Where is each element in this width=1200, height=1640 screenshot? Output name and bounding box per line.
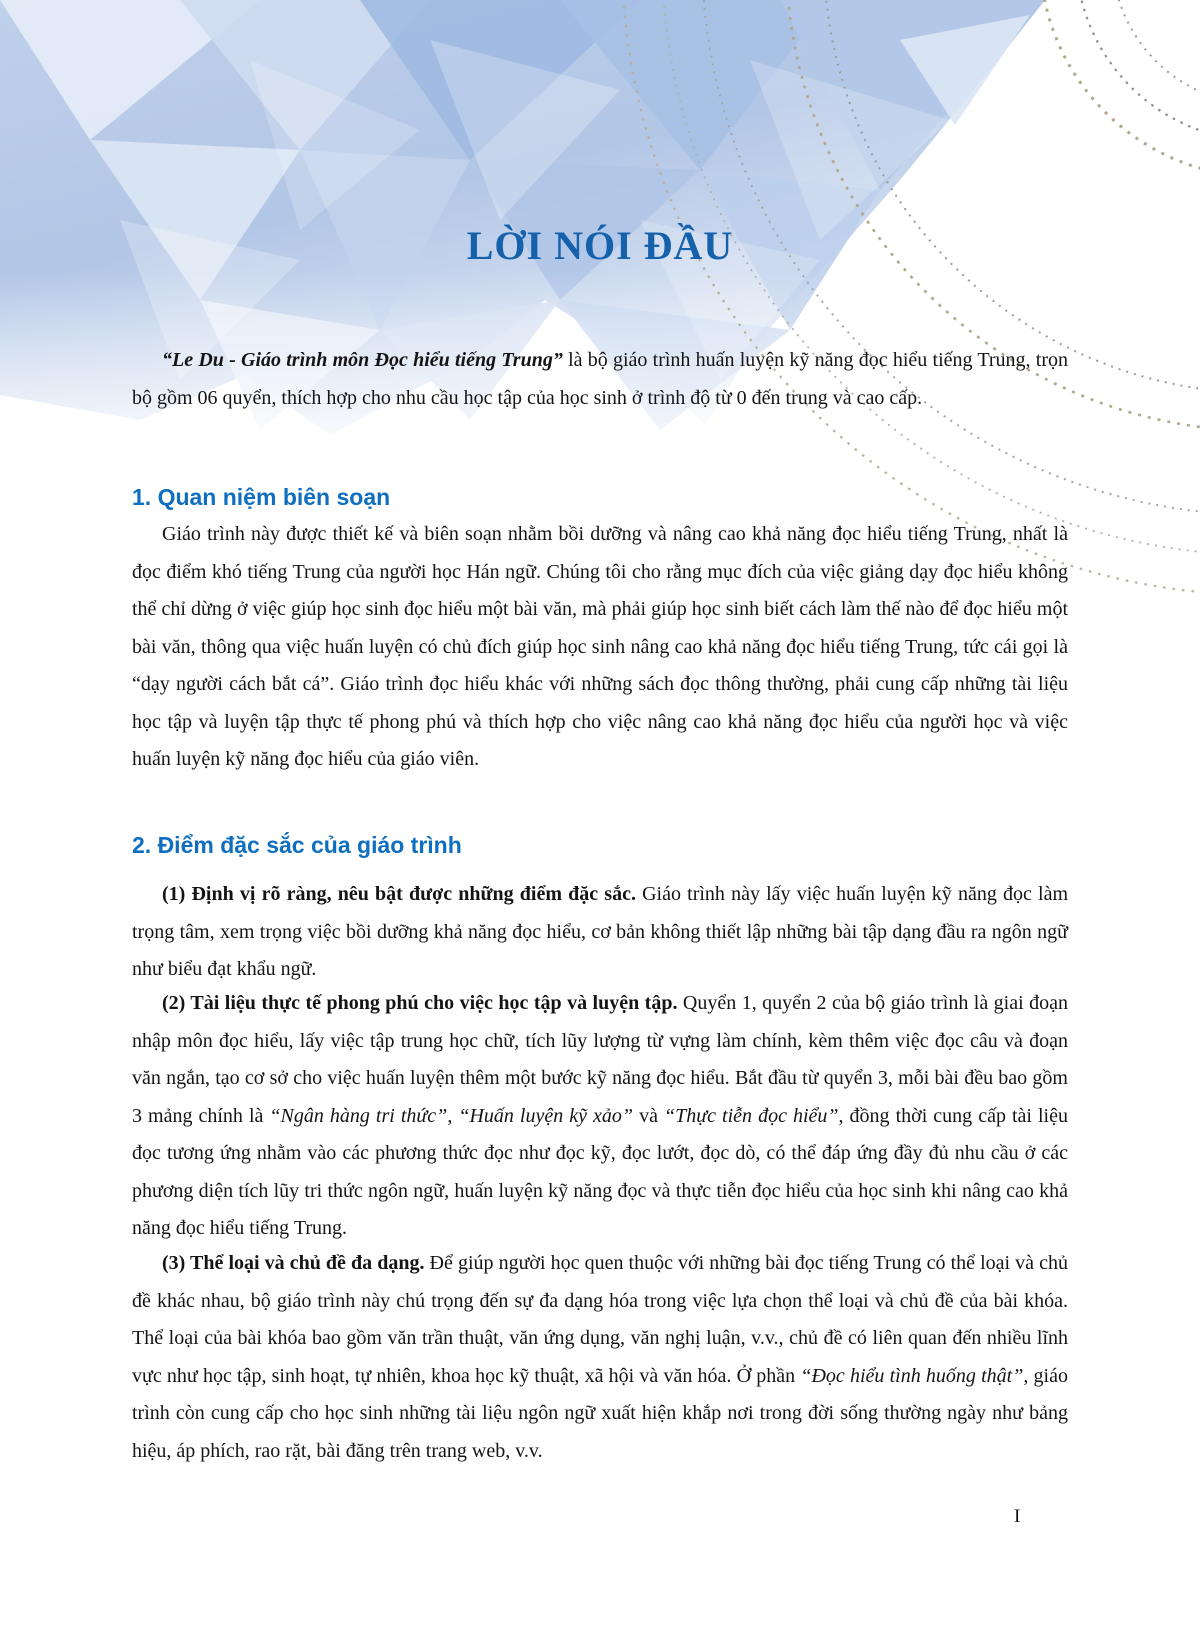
section-heading-1: 1. Quan niệm biên soạn	[132, 484, 391, 510]
section-heading-2: 2. Điểm đặc sắc của giáo trình	[132, 832, 462, 858]
page-title: LỜI NÓI ĐẦU	[466, 223, 734, 268]
section2-paragraph-3: (3) Thể loại và chủ đề đa dạng. Để giúp người học quen thuộc với những bài đọc tiếng Trung có thể loại và chủ đề khác nhau, bộ giáo trình này chú trọng đến sự đa dạng hóa trong việc lựa chọn thể loại và chủ đề của bài khóa. Thể loại của bài khóa bao gồm văn trần thuật, văn ứng dụng, văn nghị luận, v.v., chủ đề có liên quan đến nhiều lĩnh vực như học tập, sinh hoạt, tự nhiên, khoa học kỹ thuật, xã hội và văn hóa. Ở phần “Đọc hiểu tình huống thật”, giáo trình còn cung cấp cho học sinh những tài liệu ngôn ngữ xuất hiện khắp nơi trong đời sống thường ngày như bảng hiệu, áp phích, rao rặt, bài đăng trên trang web, v.v.	[132, 1252, 1068, 1462]
intro-paragraph: “Le Du - Giáo trình môn Đọc hiểu tiếng Trung” là bộ giáo trình huấn luyện kỹ năng đọc hiểu tiếng Trung, trọn bộ gồm 06 quyển, thích hợp cho nhu cầu học tập của học sinh ở trình độ từ 0 đến trung và cao cấp.	[132, 349, 1068, 409]
section2-paragraph-2: (2) Tài liệu thực tế phong phú cho việc học tập và luyện tập. Quyển 1, quyển 2 của bộ giáo trình là giai đoạn nhập môn đọc hiểu, lấy việc tập trung học chữ, tích lũy lượng từ vựng làm chính, kèm thêm việc đọc câu và đoạn văn ngắn, tạo cơ sở cho việc huấn luyện thêm một bước kỹ năng đọc hiểu. Bắt đầu từ quyển 3, mỗi bài đều bao gồm 3 mảng chính là “Ngân hàng tri thức”, “Huấn luyện kỹ xảo” và “Thực tiễn đọc hiểu”, đồng thời cung cấp tài liệu đọc tương ứng nhằm vào các phương thức đọc như đọc kỹ, đọc lướt, đọc dò, có thể đáp ứng đầy đủ nhu cầu ở các phương diện tích lũy tri thức ngôn ngữ, huấn luyện kỹ năng đọc và thực tiễn đọc hiểu của học sinh khi nâng cao khả năng đọc hiểu tiếng Trung.	[132, 992, 1068, 1239]
section1-paragraph: Giáo trình này được thiết kế và biên soạn nhằm bồi dưỡng và nâng cao khả năng đọc hiểu tiếng Trung, nhất là đọc điểm khó tiếng Trung của người học Hán ngữ. Chúng tôi cho rằng mục đích của việc giảng dạy đọc hiểu không thể chỉ dừng ở việc giúp học sinh đọc hiểu một bài văn, mà phải giúp học sinh biết cách làm thế nào để đọc hiểu một bài văn, thông qua việc huấn luyện có chủ đích giúp học sinh nâng cao khả năng đọc hiểu tiếng Trung, tức cái gọi là “dạy người cách bắt cá”. Giáo trình đọc hiểu khác với những sách đọc thông thường, phải cung cấp những tài liệu học tập và luyện tập thực tế phong phú và thích hợp cho việc nâng cao khả năng đọc hiểu của người học và việc huấn luyện kỹ năng đọc hiểu của giáo viên.	[132, 523, 1068, 770]
section2-paragraph-1: (1) Định vị rõ ràng, nêu bật được những điểm đặc sắc. Giáo trình này lấy việc huấn luyện kỹ năng đọc làm trọng tâm, xem trọng việc bồi dưỡng khả năng đọc hiểu, cơ bản không thiết lập những bài tập dạng đầu ra ngôn ngữ như biểu đạt khẩu ngữ.	[132, 883, 1068, 980]
page-number: I	[1014, 1506, 1021, 1527]
